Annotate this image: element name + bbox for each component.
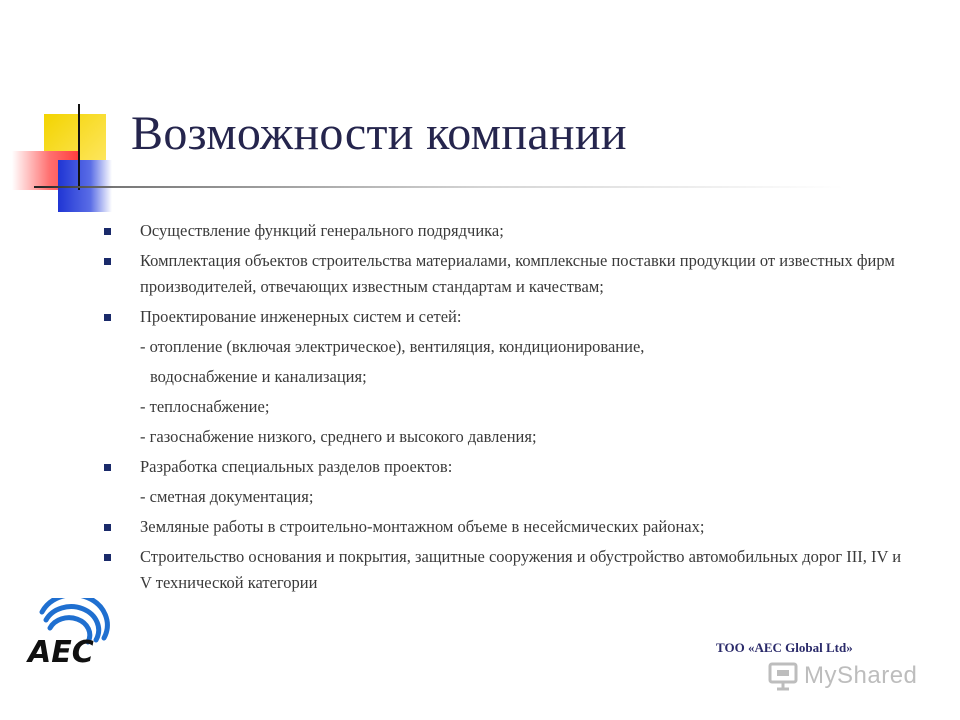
capabilities-list (104, 218, 904, 600)
list-subitem: - газоснабжение низкого, среднего и высокого давления; (140, 427, 537, 446)
list-item: Разработка специальных разделов проектов: (104, 454, 904, 480)
decor-vertical-line (78, 104, 80, 190)
list-item: Строительство основания и покрытия, защитные сооружения и обустройство автомобильных дорог III, IV и V технической категории (104, 544, 904, 596)
watermark (768, 656, 917, 696)
title-underline (34, 186, 844, 188)
list-subitem: - сметная документация; (140, 487, 314, 506)
list-item: Проектирование инженерных систем и сетей: (104, 304, 904, 330)
list-item: Осуществление функций генерального подрядчика; (104, 218, 904, 244)
list-subitem: водоснабжение и канализация; (150, 367, 367, 386)
list-item: Земляные работы в строительно-монтажном объеме в несейсмических районах; (104, 514, 904, 540)
aec-logo (22, 598, 112, 668)
list-subitem: - отопление (включая электрическое), вентиляция, кондиционирование, (140, 337, 645, 356)
list-item: Комплектация объектов строительства материалами, комплексные поставки продукции от известных фирм производителей, отвечающих известным стандартам и качествам; (104, 248, 904, 300)
company-footer: ТОО «AEC Global Ltd» (716, 640, 853, 655)
slide-title: Возможности компании (131, 107, 627, 160)
watermark-text: MyShared (804, 662, 918, 689)
list-subitem: - теплоснабжение; (140, 397, 270, 416)
svg-text:AEC: AEC (28, 635, 94, 668)
presentation-icon (768, 661, 798, 691)
